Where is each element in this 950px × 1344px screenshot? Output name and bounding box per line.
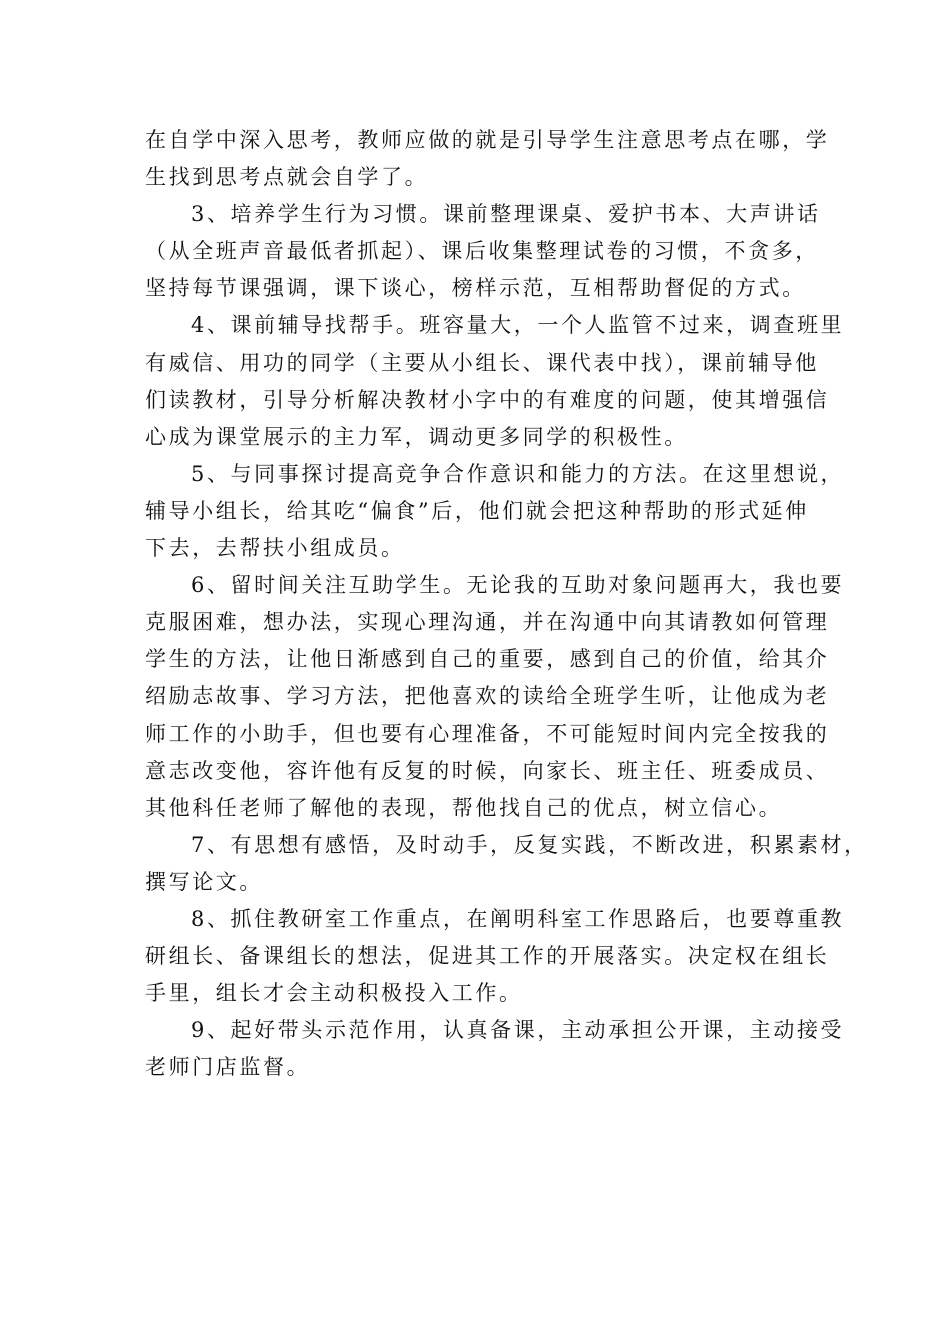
text-line: 7、有思想有感悟，及时动手，反复实践，不断改进，积累素材， xyxy=(191,832,868,857)
text-line: 生找到思考点就会自学了。 xyxy=(145,165,429,190)
text-line: 研组长、备课组长的想法，促进其工作的开展落实。决定权在组长 xyxy=(145,944,830,969)
text-line: 绍励志故事、学习方法，把他喜欢的读给全班学生听，让他成为老 xyxy=(145,684,830,709)
text-line: 5、与同事探讨提高竞争合作意识和能力的方法。在这里想说， xyxy=(191,461,845,486)
text-line: 师工作的小助手，但也要有心理准备，不可能短时间内完全按我的 xyxy=(145,721,830,746)
text-line: 9、起好带头示范作用，认真备课，主动承担公开课，主动接受 xyxy=(191,1018,845,1043)
text-line: 8、抓住教研室工作重点，在阐明科室工作思路后，也要尊重教 xyxy=(191,906,845,931)
text-line: 老师门店监督。 xyxy=(145,1055,311,1080)
text-line: 6、留时间关注互助学生。无论我的互助对象问题再大，我也要 xyxy=(191,573,845,598)
text-line: 在自学中深入思考，教师应做的就是引导学生注意思考点在哪，学 xyxy=(145,128,830,152)
text-line: 克服困难，想办法，实现心理沟通，并在沟通中向其请教如何管理 xyxy=(145,610,830,635)
text-line: 撰写论文。 xyxy=(145,869,263,894)
text-line: 3、培养学生行为习惯。课前整理课桌、爱护书本、大声讲话 xyxy=(191,202,821,227)
text-line: 其他科任老师了解他的表现，帮他找自己的优点，树立信心。 xyxy=(145,795,783,820)
text-line: （从全班声音最低者抓起）、课后收集整理试卷的习惯，不贪多， xyxy=(145,239,819,264)
document-body xyxy=(145,122,868,1086)
text-line: 有威信、用功的同学（主要从小组长、课代表中找），课前辅导他 xyxy=(145,350,819,375)
text-line: 辅导小组长，给其吃“偏食”后，他们就会把这种帮助的形式延伸 xyxy=(145,498,809,523)
text-line: 下去，去帮扶小组成员。 xyxy=(145,536,405,561)
text-line: 意志改变他，容许他有反复的时候，向家长、班主任、班委成员、 xyxy=(145,758,830,783)
text-line: 手里，组长才会主动积极投入工作。 xyxy=(145,981,523,1006)
text-line: 学生的方法，让他日渐感到自己的重要，感到自己的价值，给其介 xyxy=(145,647,830,672)
text-line: 们读教材，引导分析解决教材小字中的有难度的问题，使其增强信 xyxy=(145,387,830,412)
text-line: 4、课前辅导找帮手。班容量大，一个人监管不过来，调查班里 xyxy=(191,313,845,338)
text-line: 坚持每节课强调，课下谈心，榜样示范，互相帮助督促的方式。 xyxy=(145,276,806,301)
text-line: 心成为课堂展示的主力军，调动更多同学的积极性。 xyxy=(145,424,688,449)
